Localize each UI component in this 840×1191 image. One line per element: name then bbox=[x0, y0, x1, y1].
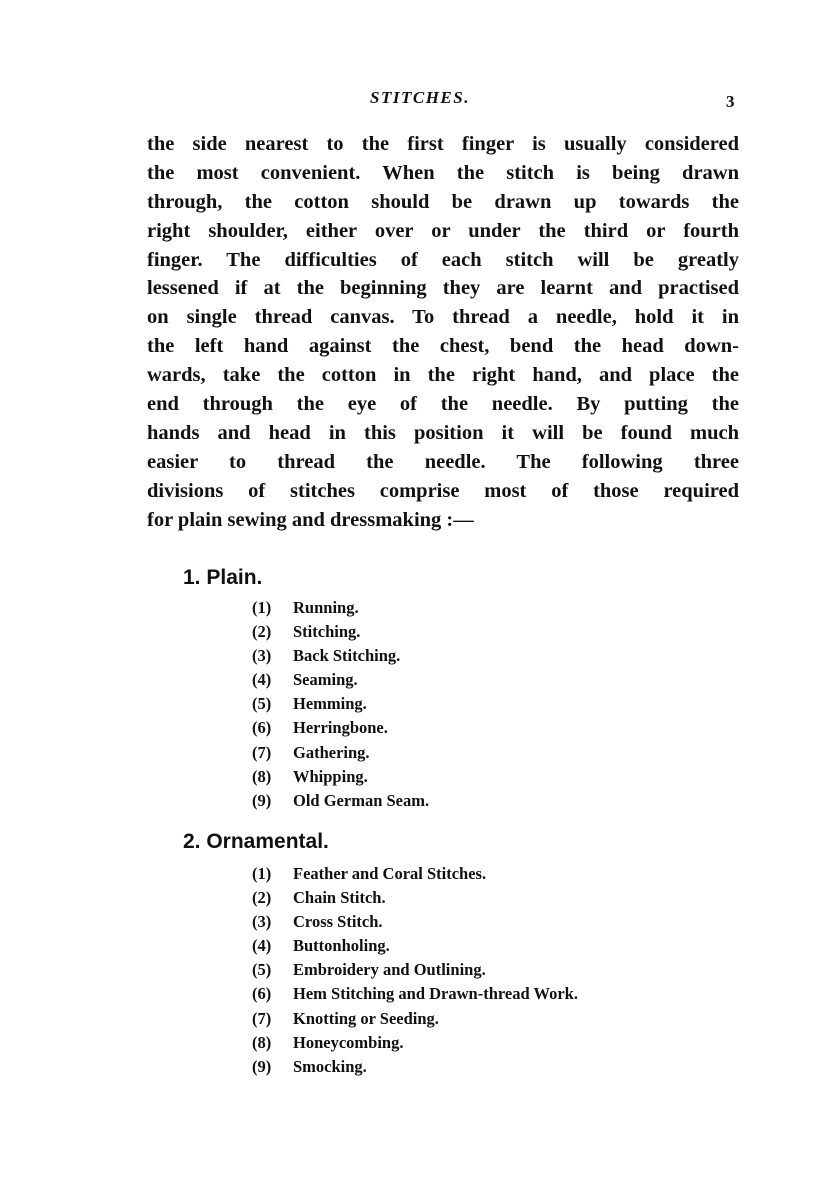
paragraph-line: hands and head in this position it will be found much bbox=[147, 421, 739, 444]
list-item bbox=[252, 862, 578, 886]
item-number: (5) bbox=[252, 960, 272, 980]
item-label: Embroidery and Outlining. bbox=[293, 960, 486, 980]
item-label: Gathering. bbox=[293, 742, 370, 762]
paragraph-line: the left hand against the chest, bend the head down- bbox=[147, 335, 739, 358]
paragraph-line: lessened if at the beginning they are learnt and practised bbox=[147, 277, 739, 300]
item-label: Old German Seam. bbox=[293, 790, 430, 810]
list-item bbox=[252, 958, 578, 982]
list-item bbox=[252, 1007, 578, 1031]
item-number: (6) bbox=[252, 984, 272, 1004]
page-number: 3 bbox=[726, 92, 735, 111]
item-number: (9) bbox=[252, 790, 272, 810]
item-label: Running. bbox=[293, 598, 359, 617]
section-heading-plain: 1. Plain. bbox=[183, 566, 263, 589]
item-label: Whipping. bbox=[293, 766, 368, 786]
list-item bbox=[252, 741, 429, 765]
paragraph-line: the most convenient. When the stitch is being drawn bbox=[147, 161, 739, 184]
list-item bbox=[252, 668, 429, 692]
item-number: (1) bbox=[252, 864, 272, 883]
paragraph-line: finger. The difficulties of each stitch will be greatly bbox=[147, 248, 739, 271]
paragraph-line: the side nearest to the first finger is usually considered bbox=[147, 133, 739, 155]
list-item bbox=[252, 765, 429, 789]
paragraph-line: through, the cotton should be drawn up towards the bbox=[147, 190, 739, 213]
item-label: Seaming. bbox=[293, 670, 358, 690]
paragraph-line: divisions of stitches comprise most of those required bbox=[147, 479, 739, 502]
item-label: Chain Stitch. bbox=[293, 888, 386, 908]
section-heading-ornamental: 2. Ornamental. bbox=[183, 830, 329, 853]
plain-stitch-list bbox=[252, 596, 429, 813]
item-label: Hemming. bbox=[293, 694, 367, 714]
item-number: (3) bbox=[252, 912, 272, 932]
item-number: (3) bbox=[252, 646, 272, 666]
list-item bbox=[252, 596, 429, 620]
list-item bbox=[252, 716, 429, 740]
paragraph-line: wards, take the cotton in the right hand, and place the bbox=[147, 364, 739, 387]
paragraph-line: easier to thread the needle. The following three bbox=[147, 450, 739, 473]
item-number: (5) bbox=[252, 694, 272, 714]
item-label: Cross Stitch. bbox=[293, 912, 383, 932]
item-number: (2) bbox=[252, 622, 272, 642]
item-number: (6) bbox=[252, 718, 272, 738]
paragraph-line: for plain sewing and dressmaking :— bbox=[147, 508, 474, 531]
item-number: (9) bbox=[252, 1056, 272, 1076]
item-label: Buttonholing. bbox=[293, 936, 390, 956]
item-label: Stitching. bbox=[293, 622, 361, 642]
item-label: Back Stitching. bbox=[293, 646, 401, 666]
item-number: (2) bbox=[252, 888, 272, 908]
paragraph-line: right shoulder, either over or under the third or fourth bbox=[147, 219, 739, 242]
item-number: (8) bbox=[252, 766, 272, 786]
item-number: (1) bbox=[252, 598, 272, 617]
list-item bbox=[252, 1055, 578, 1079]
list-item bbox=[252, 644, 429, 668]
list-item bbox=[252, 910, 578, 934]
ornamental-stitch-list bbox=[252, 862, 578, 1079]
item-label: Hem Stitching and Drawn-thread Work. bbox=[293, 984, 578, 1004]
list-item bbox=[252, 934, 578, 958]
item-label: Honeycombing. bbox=[293, 1032, 404, 1052]
list-item bbox=[252, 886, 578, 910]
item-number: (4) bbox=[252, 670, 272, 690]
item-number: (4) bbox=[252, 936, 272, 956]
item-label: Feather and Coral Stitches. bbox=[293, 864, 487, 883]
list-item bbox=[252, 789, 429, 813]
list-item bbox=[252, 620, 429, 644]
item-label: Herringbone. bbox=[293, 718, 388, 738]
item-label: Smocking. bbox=[293, 1056, 367, 1076]
body-paragraph bbox=[147, 130, 739, 534]
item-label: Knotting or Seeding. bbox=[293, 1008, 439, 1028]
paragraph-line: end through the eye of the needle. By putting the bbox=[147, 393, 739, 416]
paragraph-line: on single thread canvas. To thread a needle, hold it in bbox=[147, 306, 739, 329]
list-item bbox=[252, 692, 429, 716]
item-number: (7) bbox=[252, 742, 272, 762]
item-number: (7) bbox=[252, 1008, 272, 1028]
item-number: (8) bbox=[252, 1032, 272, 1052]
running-head: STITCHES. bbox=[370, 88, 470, 107]
list-item bbox=[252, 982, 578, 1006]
list-item bbox=[252, 1031, 578, 1055]
